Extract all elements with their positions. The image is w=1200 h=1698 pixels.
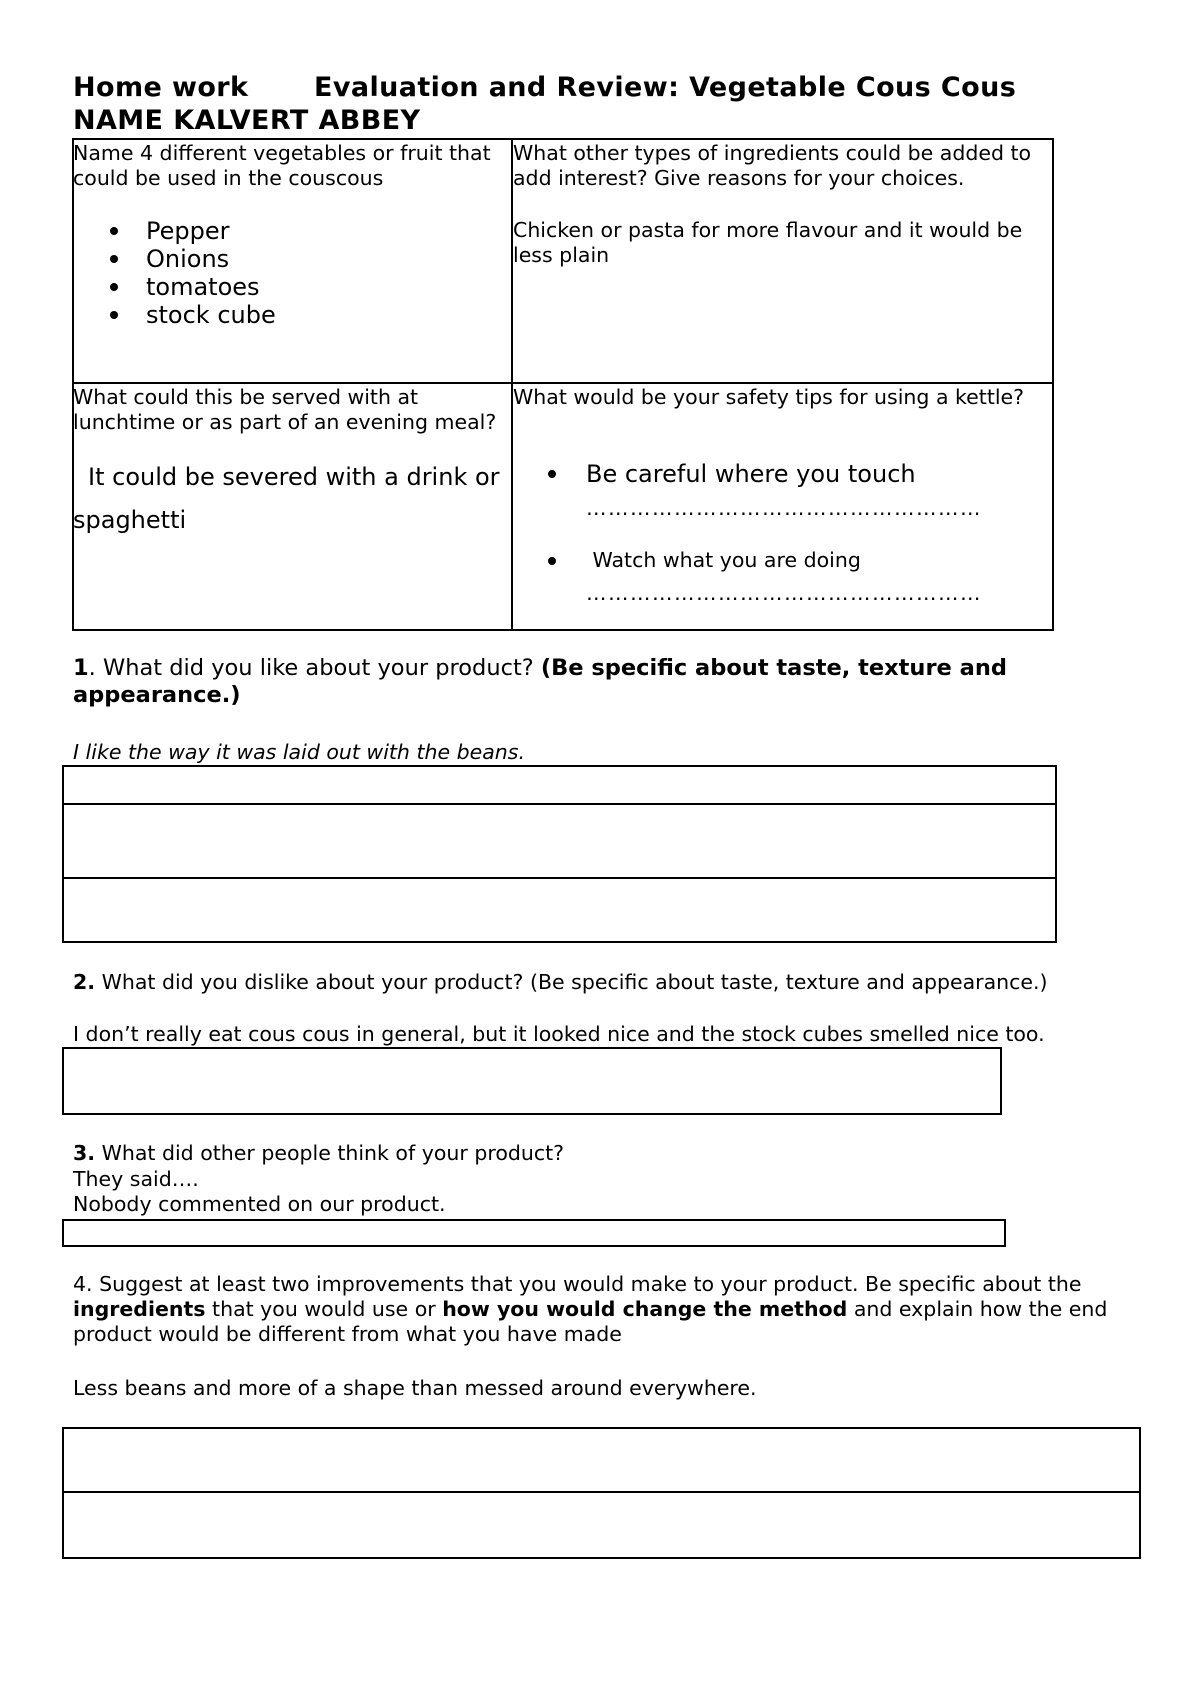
question-1-number: 1 xyxy=(73,655,89,681)
answer-1-box[interactable] xyxy=(62,765,1057,943)
bullet-icon xyxy=(548,557,556,565)
answer-2-box[interactable] xyxy=(62,1047,1002,1115)
question-ingredients: What other types of ingredients could be added to add interest? Give reasons for your choices. xyxy=(513,141,1032,190)
list-item: Onions xyxy=(73,245,503,273)
answer-4-box[interactable] xyxy=(62,1427,1141,1559)
answer-1-rule xyxy=(62,803,1057,805)
question-safety: What would be your safety tips for using a kettle? xyxy=(513,385,1025,409)
answer-4: Less beans and more of a shape than messed around everywhere. xyxy=(73,1376,757,1400)
page-title: Evaluation and Review: Vegetable Cous Cous xyxy=(314,72,1017,103)
question-3 xyxy=(73,1141,1073,1166)
list-item: tomatoes xyxy=(73,273,503,301)
list-item: stock cube xyxy=(73,301,503,329)
question-2-number: 2. xyxy=(73,970,96,994)
grid-divider-horizontal xyxy=(72,382,1054,384)
vegetable-list xyxy=(73,217,503,329)
question-4-text-c: and explain how the end product would be different from what you have made xyxy=(73,1297,1108,1346)
answer-served-line2: spaghetti xyxy=(73,506,187,534)
safety-tip-1: Be careful where you touch xyxy=(586,460,916,488)
student-name: NAME KALVERT ABBEY xyxy=(73,105,421,136)
question-3-text: What did other people think of your product? xyxy=(95,1141,565,1165)
question-1 xyxy=(73,655,1123,709)
question-1-text: . What did you like about your product? xyxy=(88,655,541,681)
safety-tip-2-dots: ……………………………………………… xyxy=(586,581,982,605)
safety-tip-2: Watch what you are doing xyxy=(586,548,861,572)
bullet-icon xyxy=(548,470,556,478)
question-1-bold: (Be specific about taste, texture and appearance.) xyxy=(73,655,1007,708)
answer-1-rule xyxy=(62,877,1057,879)
question-4-bold-method: how you would change the method xyxy=(442,1297,848,1321)
question-4-text-a: 4. Suggest at least two improvements that you would make to your product. Be specific about the xyxy=(73,1272,1082,1296)
answer-3: Nobody commented on our product. xyxy=(73,1192,446,1216)
question-served-with: What could this be served with at lunchtime or as part of an evening meal? xyxy=(73,385,497,434)
question-2 xyxy=(73,970,1173,995)
question-3-number: 3. xyxy=(73,1141,96,1165)
question-2-text: What did you dislike about your product? (Be specific about taste, texture and appearance.) xyxy=(95,970,1048,994)
safety-tip-1-dots: ……………………………………………… xyxy=(586,496,982,520)
answer-served-line1: It could be severed with a drink or xyxy=(88,463,500,491)
question-4-text-b: that you would use or xyxy=(205,1297,443,1321)
answer-4-rule xyxy=(62,1491,1141,1493)
question-4-bold-ingredients: ingredients xyxy=(73,1297,206,1321)
answer-2: I don’t really eat cous cous in general, but it looked nice and the stock cubes smelled nice too. xyxy=(73,1022,1045,1046)
answer-1: I like the way it was laid out with the beans. xyxy=(73,740,525,764)
they-said: They said…. xyxy=(73,1167,199,1191)
answer-ingredients: Chicken or pasta for more flavour and it would be less plain xyxy=(513,218,1023,267)
question-vegetables: Name 4 different vegetables or fruit that could be used in the couscous xyxy=(73,141,491,190)
title-homework: Home work xyxy=(73,72,249,103)
answer-3-box[interactable] xyxy=(62,1219,1006,1247)
list-item: Pepper xyxy=(73,217,503,245)
question-4 xyxy=(73,1272,1143,1347)
